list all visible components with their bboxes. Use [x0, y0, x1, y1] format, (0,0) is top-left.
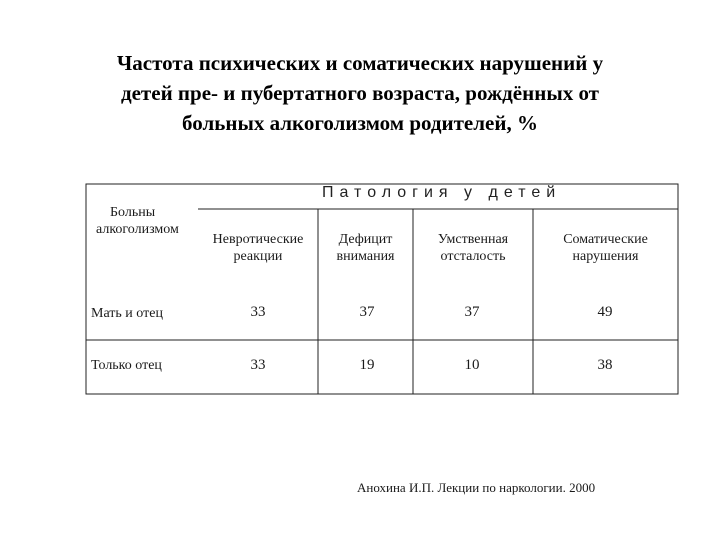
- column-header-line-2: реакции: [233, 249, 283, 264]
- column-header-line-1: Умственная: [437, 232, 509, 247]
- column-header-somatic: [533, 231, 678, 265]
- cell-value: 19: [359, 357, 375, 373]
- corner-label-line-2: алкоголизмом: [96, 222, 179, 237]
- column-header-mental: [413, 231, 533, 265]
- row-label-mother-father: Мать и отец: [91, 306, 163, 321]
- cell-value: 33: [250, 357, 266, 373]
- column-header-neurotic: [198, 231, 318, 265]
- cell-value: 33: [250, 304, 266, 320]
- corner-label-line-1: Больны: [110, 205, 156, 220]
- title-line-2: детей пре- и пубертатного возраста, рождённых от: [120, 81, 600, 105]
- cell-value: 10: [464, 357, 480, 373]
- column-header-line-2: внимания: [336, 249, 395, 264]
- title-line-1: Частота психических и соматических нарушений у: [116, 51, 604, 75]
- column-header-line-1: Соматические: [563, 232, 648, 247]
- source-citation: Анохина И.П. Лекции по наркологии. 2000: [357, 480, 596, 495]
- column-header-line-2: отсталость: [440, 249, 506, 264]
- column-header-line-1: Дефицит: [338, 232, 393, 247]
- column-header-line-1: Невротические: [212, 232, 304, 247]
- cell-value: 37: [464, 304, 480, 320]
- corner-label: [96, 204, 196, 238]
- column-header-line-2: нарушения: [572, 249, 639, 264]
- row-label-father-only: Только отец: [91, 358, 162, 373]
- cell-value: 49: [597, 304, 613, 320]
- group-header: Патология у детей: [322, 184, 562, 201]
- column-header-attention: [318, 231, 413, 265]
- title-line-3: больных алкоголизмом родителей, %: [182, 111, 538, 135]
- cell-value: 38: [597, 357, 613, 373]
- cell-value: 37: [359, 304, 375, 320]
